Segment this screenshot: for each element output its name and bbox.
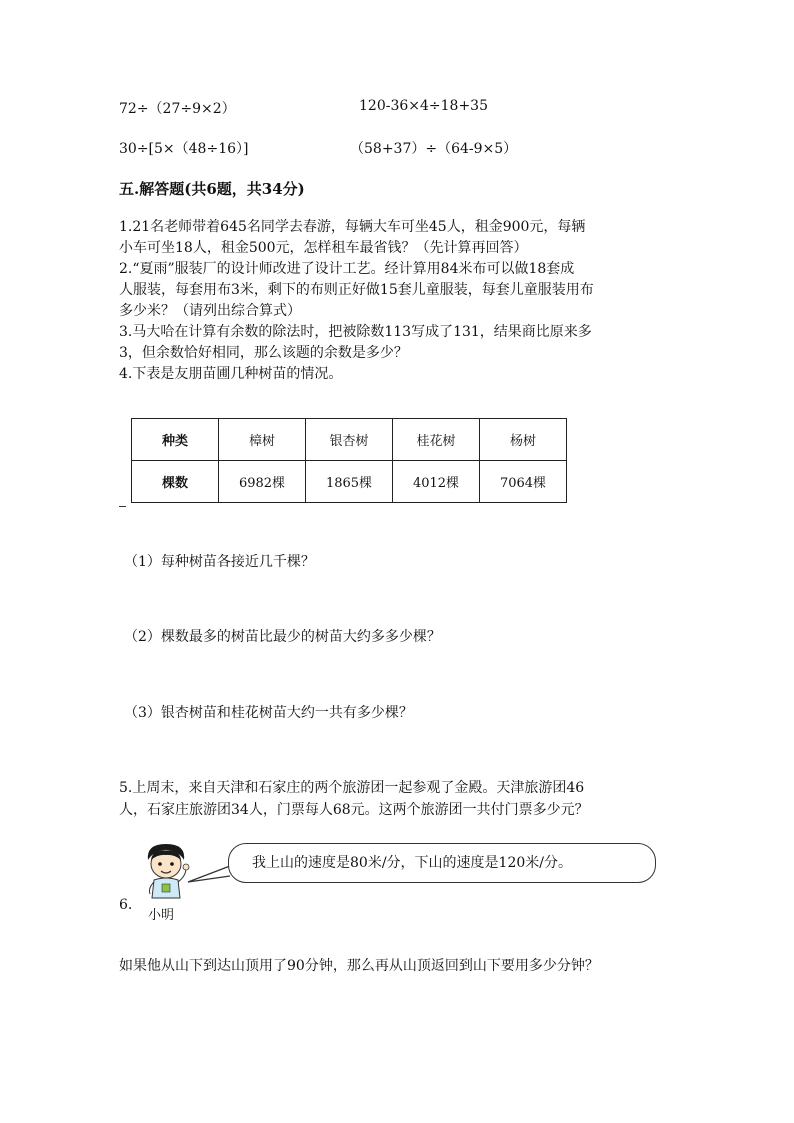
- table-cell: 棵数: [132, 461, 219, 503]
- table-cell: 7064棵: [480, 461, 567, 503]
- q2-line-1: 2.“夏雨”服装厂的设计师改进了设计工艺。经计算用84米布可以做18套成: [119, 261, 575, 277]
- table-header-row: [132, 419, 567, 461]
- table-header-cell: 种类: [132, 419, 219, 461]
- table-cell: 6982棵: [219, 461, 306, 503]
- table-row: [132, 461, 567, 503]
- table-header-cell: 樟树: [219, 419, 306, 461]
- table-cell: 4012棵: [393, 461, 480, 503]
- calc-expression-4: （58+37）÷（64-9×5）: [350, 141, 518, 157]
- section-title: 五.解答题(共6题，共34分): [119, 180, 305, 198]
- table-header-cell: 桂花树: [393, 419, 480, 461]
- q3-line-1: 3.马大哈在计算有余数的除法时，把被除数113写成了131，结果商比原来多: [119, 324, 592, 340]
- q1-line-1: 1.21名老师带着645名同学去春游，每辆大车可坐45人，租金900元，每辆: [119, 219, 586, 235]
- q6-question: 如果他从山下到达山顶用了90分钟，那么再从山顶返回到山下要用多少分钟？: [119, 958, 599, 974]
- character-name-label: 小明: [148, 908, 175, 923]
- table-header-cell: 杨树: [480, 419, 567, 461]
- table-cell: 1865棵: [306, 461, 393, 503]
- calc-expression-1: 72÷（27÷9×2）: [119, 101, 236, 117]
- stray-dash-mark: [119, 506, 126, 507]
- calc-expression-3: 30÷[5×（48÷16）]: [119, 141, 249, 157]
- q3-line-2: 3，但余数恰好相同，那么该题的余数是多少？: [119, 345, 408, 361]
- q4-sub-question-2: （2）棵数最多的树苗比最少的树苗大约多多少棵？: [124, 629, 441, 645]
- speech-bubble-tail: [186, 860, 232, 886]
- q5-line-1: 5.上周末，来自天津和石家庄的两个旅游团一起参观了金殿。天津旅游团46: [119, 780, 585, 796]
- q4-intro: 4.下表是友朋苗圃几种树苗的情况。: [119, 366, 343, 382]
- q2-line-3: 多少米？（请列出综合算式）: [119, 303, 301, 319]
- q5-line-2: 人，石家庄旅游团34人，门票每人68元。这两个旅游团一共付门票多少元？: [119, 802, 589, 818]
- tree-seedling-table: [131, 418, 567, 503]
- calc-expression-2: 120-36×4÷18+35: [359, 98, 488, 114]
- q2-line-2: 人服装，每套用布3米，剩下的布则正好做15套儿童服装，每套儿童服装用布: [119, 282, 594, 298]
- table-header-cell: 银杏树: [306, 419, 393, 461]
- q6-number: 6.: [119, 897, 133, 913]
- speech-bubble-text: 我上山的速度是80米/分，下山的速度是120米/分。: [252, 855, 572, 871]
- q4-sub-question-1: （1）每种树苗各接近几千棵？: [124, 554, 315, 570]
- q1-line-2: 小车可坐18人，租金500元，怎样租车最省钱？（先计算再回答）: [119, 240, 528, 256]
- q4-sub-question-3: （3）银杏树苗和桂花树苗大约一共有多少棵？: [124, 705, 413, 721]
